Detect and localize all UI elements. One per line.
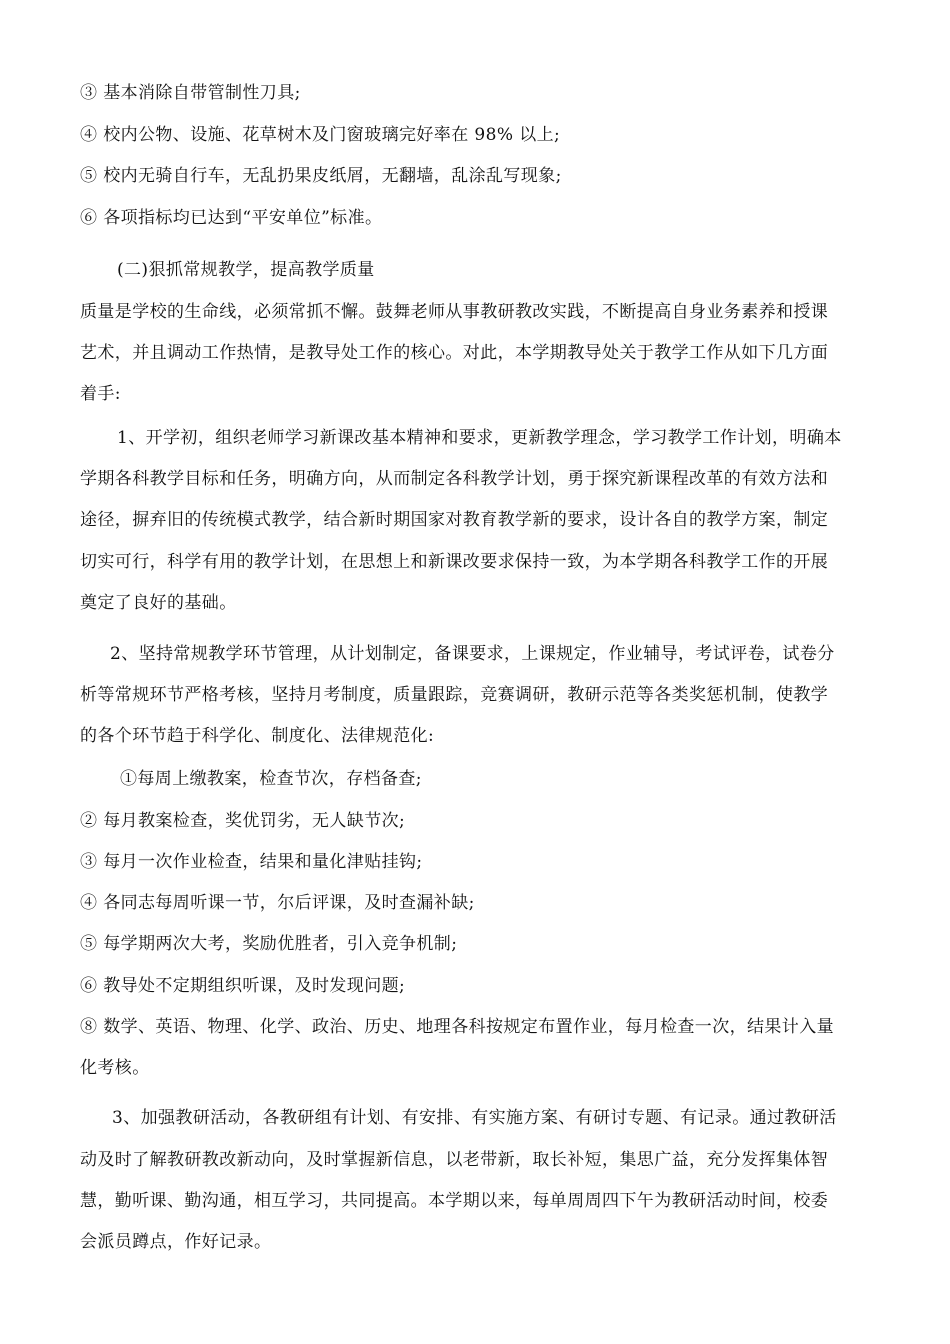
teaching-item-5: ⑤ 每学期两次大考，奖励优胜者，引入竞争机制; [80, 934, 458, 954]
section-heading: (二)狠抓常规教学，提高教学质量 [117, 260, 375, 280]
teaching-item-2: ② 每月教案检查，奖优罚劣，无人缺节次; [80, 811, 406, 831]
paragraph-line: 质量是学校的生命线，必须常抓不懈。鼓舞老师从事教研教改实践，不断提高自身业务素养和授课 [80, 302, 829, 322]
safety-item-6: ⑥ 各项指标均已达到“平安单位”标准。 [80, 208, 383, 228]
paragraph-line: 会派员蹲点，作好记录。 [80, 1232, 272, 1252]
paragraph-line: 途径，摒弃旧的传统模式教学，结合新时期国家对教育教学新的要求，设计各自的教学方案，制定 [80, 510, 829, 530]
teaching-item-1: ①每周上缴教案，检查节次，存档备查; [120, 769, 422, 789]
teaching-item-8-cont: 化考核。 [80, 1058, 150, 1078]
safety-item-5: ⑤ 校内无骑自行车，无乱扔果皮纸屑，无翻墙，乱涂乱写现象; [80, 166, 562, 186]
safety-item-3: ③ 基本消除自带管制性刀具; [80, 83, 301, 103]
safety-item-4: ④ 校内公物、设施、花草树木及门窗玻璃完好率在 98% 以上; [80, 125, 561, 145]
paragraph-line: 切实可行，科学有用的教学计划，在思想上和新课改要求保持一致，为本学期各科教学工作的开展 [80, 552, 829, 572]
paragraph-line: 着手: [80, 384, 121, 404]
paragraph-line: 动及时了解教研教改新动向，及时掌握新信息，以老带新，取长补短，集思广益，充分发挥集体智 [80, 1150, 829, 1170]
paragraph-line: 慧，勤听课、勤沟通，相互学习，共同提高。本学期以来，每单周周四下午为教研活动时间，校委 [80, 1191, 829, 1211]
paragraph-line: 学期各科教学目标和任务，明确方向，从而制定各科教学计划，勇于探究新课程改革的有效方法和 [80, 469, 829, 489]
paragraph-line: 3、加强教研活动，各教研组有计划、有安排、有实施方案、有研讨专题、有记录。通过教研活 [112, 1108, 837, 1128]
paragraph-line: 艺术，并且调动工作热情，是教导处工作的核心。对此，本学期教导处关于教学工作从如下几方面 [80, 343, 829, 363]
teaching-item-3: ③ 每月一次作业检查，结果和量化津贴挂钩; [80, 852, 423, 872]
paragraph-line: 的各个环节趋于科学化、制度化、法律规范化: [80, 726, 435, 746]
teaching-item-4: ④ 各同志每周听课一节，尔后评课，及时查漏补缺; [80, 893, 475, 913]
teaching-item-8: ⑧ 数学、英语、物理、化学、政治、历史、地理各科按规定布置作业，每月检查一次，结果计入量 [80, 1017, 835, 1037]
teaching-item-6: ⑥ 教导处不定期组织听课，及时发现问题; [80, 976, 406, 996]
paragraph-line: 2、坚持常规教学环节管理，从计划制定，备课要求，上课规定，作业辅导，考试评卷，试卷分 [110, 644, 835, 664]
paragraph-line: 析等常规环节严格考核，坚持月考制度，质量跟踪，竞赛调研，教研示范等各类奖惩机制，使教学 [80, 685, 829, 705]
paragraph-line: 奠定了良好的基础。 [80, 593, 237, 613]
paragraph-line: 1、开学初，组织老师学习新课改基本精神和要求，更新教学理念，学习教学工作计划，明确本 [117, 428, 842, 448]
